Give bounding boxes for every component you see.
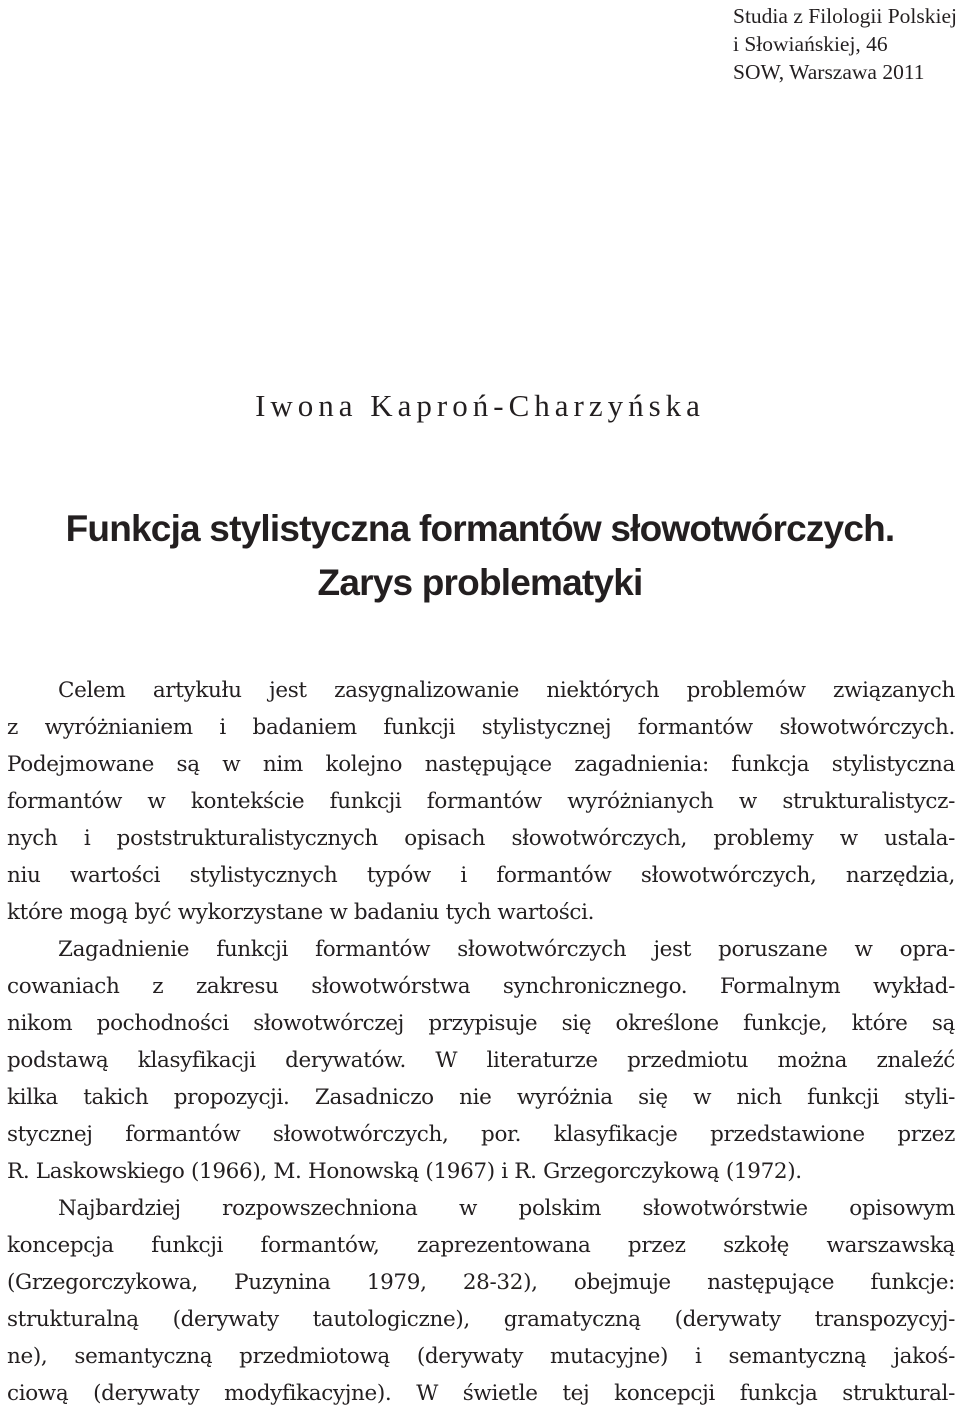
text-line: stycznej formantów słowotwórczych, por. klasyfikacje przedstawione przez	[7, 1122, 955, 1147]
text-line: cowaniach z zakresu słowotwórstwa synchronicznego. Formalnym wykład-	[7, 974, 955, 999]
journal-volume-line: i Słowiańskiej, 46	[733, 32, 888, 56]
text-line: formantów w kontekście funkcji formantów wyróżnianych w strukturalistycz-	[7, 789, 955, 814]
abstract	[7, 672, 955, 931]
text-line: Celem artykułu jest zasygnalizowanie niektórych problemów związanych	[58, 678, 955, 703]
publisher-line: SOW, Warszawa 2011	[733, 60, 925, 84]
journal-header	[733, 2, 955, 86]
text-line: koncepcja funkcji formantów, zaprezentowana przez szkołę warszawską	[7, 1233, 955, 1258]
text-line: R. Laskowskiego (1966), M. Honowską (1967) i R. Grzegorczykową (1972).	[7, 1159, 802, 1184]
text-line: ne), semantyczną przedmiotową (derywaty mutacyjne) i semantyczną jakoś-	[7, 1344, 955, 1369]
text-line: nikom pochodności słowotwórczej przypisuje się określone funkcje, które są	[7, 1011, 955, 1036]
text-line: Najbardziej rozpowszechniona w polskim słowotwórstwie opisowym	[58, 1196, 955, 1221]
paragraph-1	[7, 931, 955, 1190]
journal-name-line: Studia z Filologii Polskiej	[733, 4, 957, 28]
title-line-2: Zarys problematyki	[317, 562, 643, 603]
text-line: z wyróżnianiem i badaniem funkcji stylistycznej formantów słowotwórczych.	[7, 715, 955, 740]
text-line: podstawą klasyfikacji derywatów. W literaturze przedmiotu można znaleźć	[7, 1048, 955, 1073]
title-line-1: Funkcja stylistyczna formantów słowotwórczych.	[65, 508, 895, 549]
text-line: ciową (derywaty modyfikacyjne). W świetle tej koncepcji funkcja struktural-	[7, 1381, 955, 1406]
text-line: Zagadnienie funkcji formantów słowotwórczych jest poruszane w opra-	[58, 937, 955, 962]
article-title	[0, 502, 960, 610]
paragraph-2	[7, 1190, 955, 1412]
text-line: (Grzegorczykowa, Puzynina 1979, 28-32), obejmuje następujące funkcje:	[7, 1270, 955, 1295]
text-line: nych i poststrukturalistycznych opisach słowotwórczych, problemy w ustala-	[7, 826, 955, 851]
text-line: niu wartości stylistycznych typów i formantów słowotwórczych, narzędzia,	[7, 863, 955, 888]
article-body	[7, 672, 955, 1412]
text-line: które mogą być wykorzystane w badaniu tych wartości.	[7, 900, 595, 925]
text-line: strukturalną (derywaty tautologiczne), gramatyczną (derywaty transpozycyj-	[7, 1307, 955, 1332]
text-line: kilka takich propozycji. Zasadniczo nie wyróżnia się w nich funkcji styli-	[7, 1085, 955, 1110]
author-name: Iwona Kaproń-Charzyńska	[255, 388, 705, 423]
text-line: Podejmowane są w nim kolejno następujące zagadnienia: funkcja stylistyczna	[7, 752, 955, 777]
